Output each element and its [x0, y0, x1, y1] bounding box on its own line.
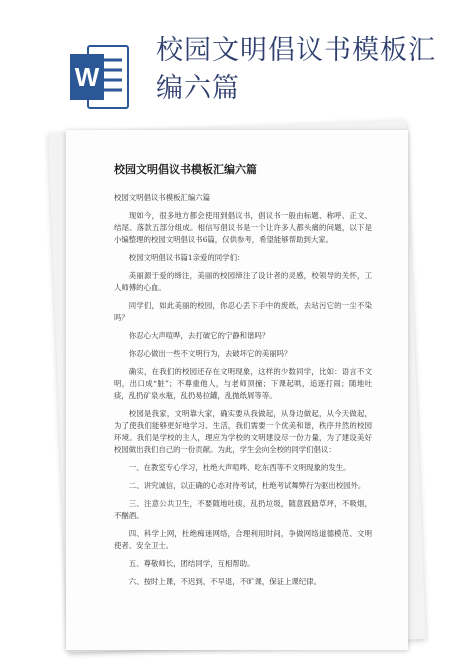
- paragraph: 你忍心做出一些不文明行为，去破坏它的美丽吗？: [128, 349, 292, 358]
- paragraph: 五、尊敬师长，团结同学，互相帮助。: [128, 559, 255, 568]
- paragraph: 你忍心大声喧哗，去打破它的宁静和谐吗？: [128, 331, 270, 340]
- paragraph: 三、注意公共卫生，不要随地吐痰，乱扔垃圾，随意践踏草坪，不吸烟，不酗酒。: [114, 499, 372, 520]
- paragraph: 一、在教室专心学习，杜绝大声喧哗、吃东西等不文明现象的发生。: [128, 463, 351, 472]
- paragraph: 校园文明倡议书模板汇编六篇: [114, 193, 211, 202]
- page-title: 校园文明倡议书模板汇编六篇: [156, 35, 436, 104]
- document-title: 校园文明倡议书模板汇编六篇: [114, 163, 257, 176]
- paragraph: 美丽源于爱的缔注，美丽的校园缔注了设计者的灵感，校领导的关怀，工人师傅的心血。: [114, 271, 372, 292]
- word-logo-graphic: [70, 42, 130, 112]
- paragraph: 二、讲究诚信，以正确的心态对待考试，杜绝考试舞弊行为驱出校园外。: [128, 481, 366, 490]
- paragraph: 六、按时上课，不迟到，不早退，不旷课，保证上课纪律。: [128, 577, 321, 586]
- word-logo-letter: W: [74, 62, 100, 92]
- paragraph: 校园是我家，文明靠大家，确实要从我做起，从身边做起，从今天做起，为了使我们能够更好地学习、生活，我们需要一个优美和谐，秩序井然的校园环境。我们是学校的主人，理应为学校的文明建设尽一份力量，为了建设美好校园做出我们自己的一份贡献。为此，学生会向全校的同学们倡议：: [114, 409, 372, 454]
- paragraph: 确实，在我们的校园还存在文明现象，这样的少数同学，比如：语言不文明，出口成“脏”；不尊重他人，与老师顶撞；下课起哄，追逐打闹；随地吐痰，乱扔矿泉水瓶，乱扔易拉罐，乱抛纸屑等等。: [114, 367, 372, 400]
- paragraph: 校园文明倡议书篇1亲爱的同学们：: [128, 253, 245, 262]
- paragraph: 四、科学上网，杜绝痴迷网络，合理利用时间，争做网络道德模范、文明使者、安全卫士。: [114, 529, 372, 550]
- word-doc-icon: [70, 42, 130, 112]
- paragraph: 现如今，很多地方都会使用到倡议书，倡议书一般由标题、称呼、正文、结尾、落款五部分组成。相信写倡议书是一个让许多人都头痛的问题，以下是小编整理的校园文明倡议书6篇，仅供参考，希望能够帮助到大家。: [114, 211, 372, 244]
- document-body: [114, 162, 372, 594]
- paragraph: 同学们，如此美丽的校园，你忍心丢下手中的废纸，去玷污它的一尘不染吗？: [114, 301, 372, 322]
